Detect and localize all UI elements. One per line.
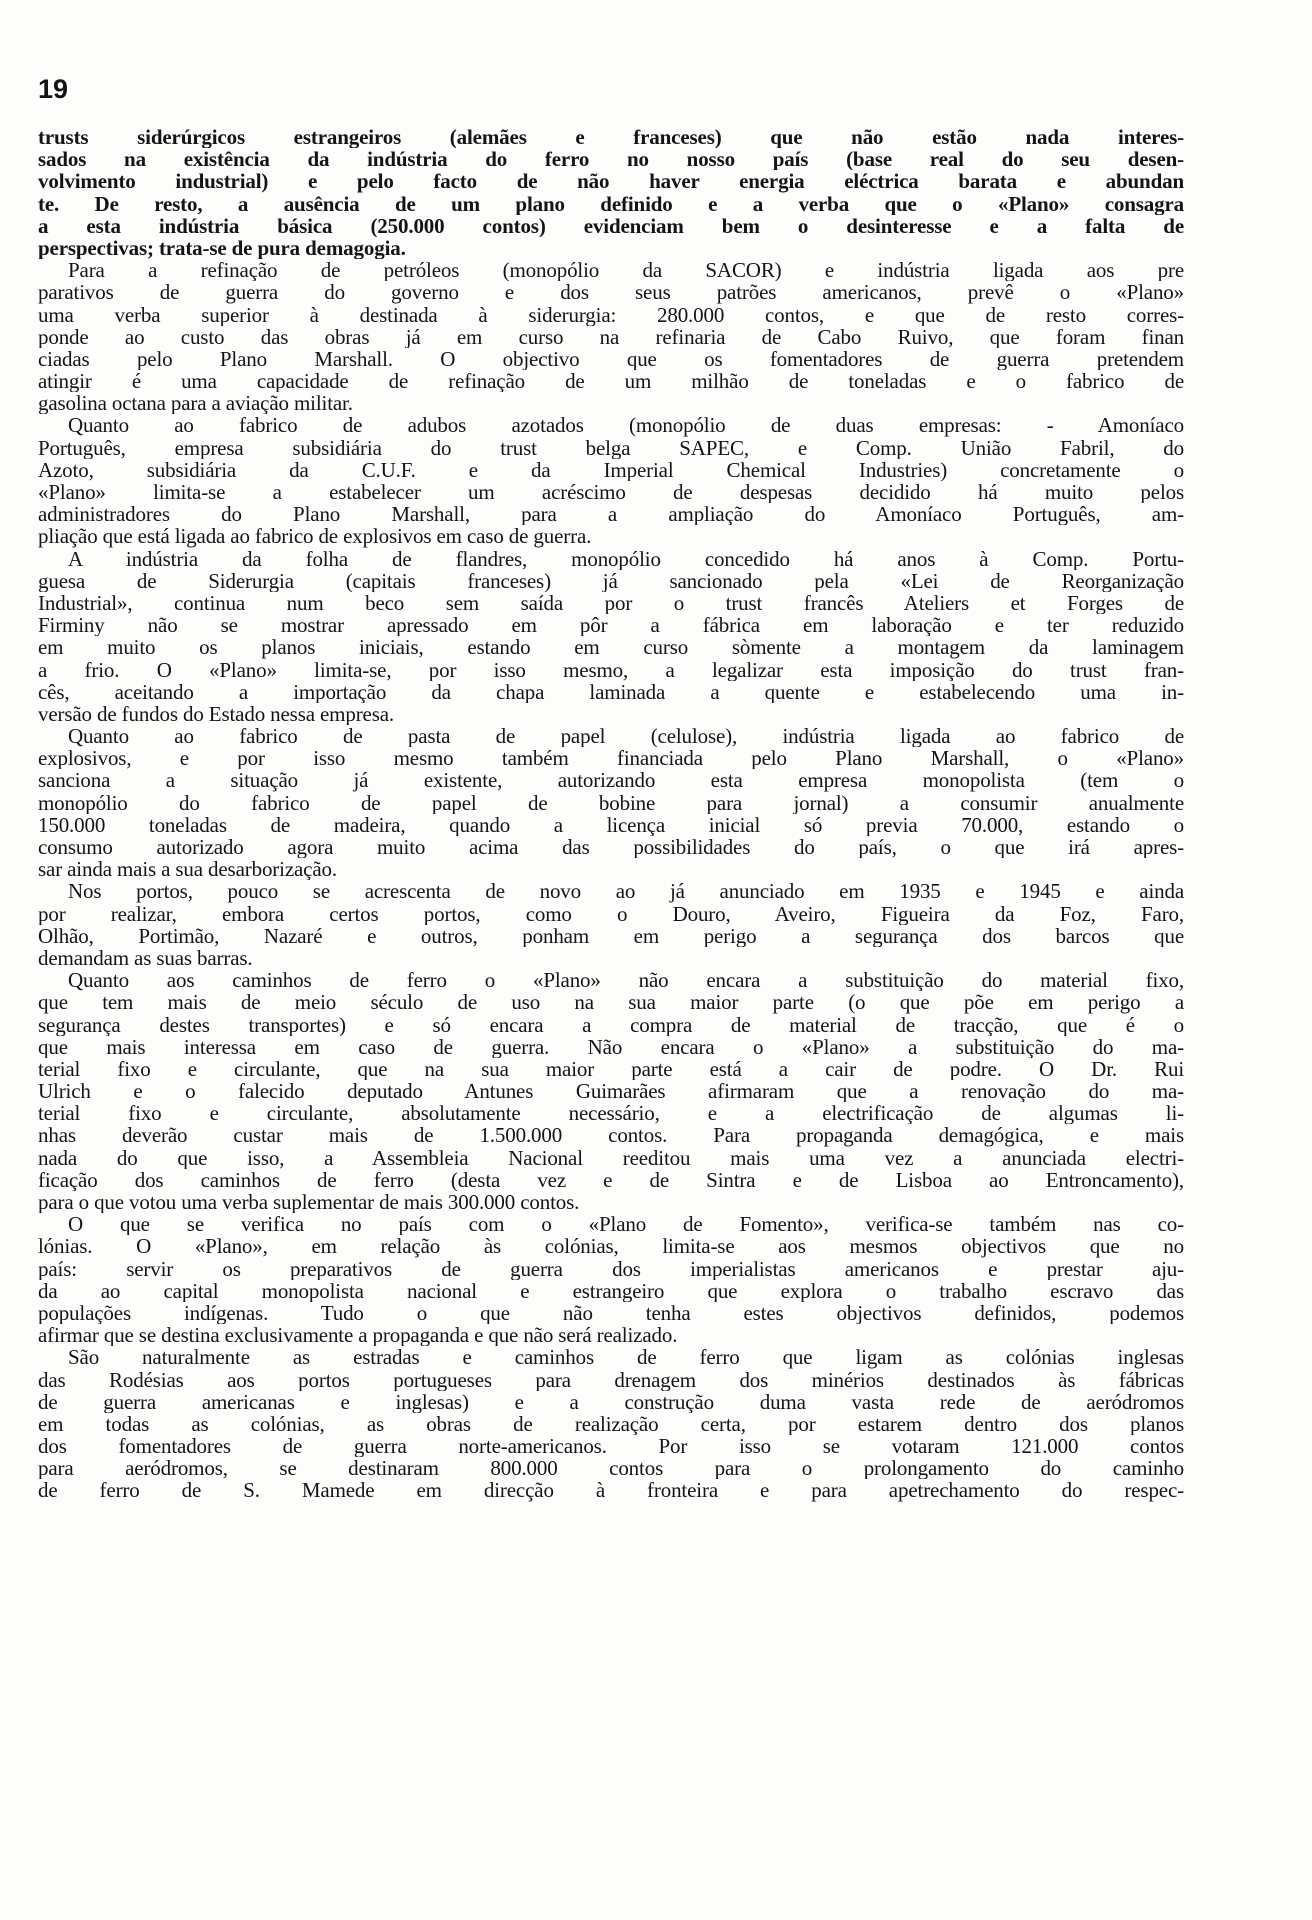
text-line: demandam as suas barras. xyxy=(38,946,253,970)
text-line: da ao capital monopolista nacional e estrangeiro que explora o trabalho escravo das xyxy=(38,1279,1184,1302)
text-line: para o que votou uma verba suplementar de mais 300.000 contos. xyxy=(38,1191,580,1214)
text-line: Português, empresa subsidiária do trust belga SAPEC, e Comp. União Fabril, do xyxy=(38,436,1184,459)
text-line: São naturalmente as estradas e caminhos de ferro que ligam as colónias inglesas xyxy=(68,1346,1184,1369)
text-line: Para a refinação de petróleos (monopólio da SACOR) e indústria ligada aos pre xyxy=(68,259,1184,282)
text-line: parativos de guerra do governo e dos seus patrões americanos, prevê o «Plano» xyxy=(38,281,1184,304)
text-line: afirmar que se destina exclusivamente a propaganda e que não será realizado. xyxy=(38,1324,678,1347)
text-line: ciadas pelo Plano Marshall. O objectivo que os fomentadores de guerra pretendem xyxy=(38,347,1184,371)
text-line: Quanto aos caminhos de ferro o «Plano» não encara a substituição do material fixo, xyxy=(68,969,1184,992)
text-line: de guerra americanas e inglesas) e a construção duma vasta rede de aeródromos xyxy=(38,1390,1184,1413)
text-line: que mais interessa em caso de guerra. Não encara o «Plano» a substituição do ma- xyxy=(38,1035,1184,1058)
text-line: segurança destes transportes) e só encara a compra de material de tracção, que é o xyxy=(38,1013,1184,1036)
text-line: de ferro de S. Mamede em direcção à fronteira e para apetrechamento do respec- xyxy=(38,1479,1184,1502)
text-line: terial fixo e circulante, absolutamente necessário, e a electrificação de algumas li- xyxy=(38,1102,1184,1125)
text-line: versão de fundos do Estado nessa empresa. xyxy=(38,702,394,726)
text-line: dos fomentadores de guerra norte-americanos. Por isso se votaram 121.000 contos xyxy=(38,1435,1184,1458)
text-line: gasolina octana para a aviação militar. xyxy=(38,392,353,415)
text-line: Azoto, subsidiária da C.U.F. e da Imperial Chemical Industries) concretamente o xyxy=(38,458,1184,481)
text-line: sanciona a situação já existente, autorizando esta empresa monopolista (tem o xyxy=(38,769,1184,792)
text-line: trusts siderúrgicos estrangeiros (alemães e franceses) que não estão nada interes- xyxy=(38,126,1184,149)
text-line: explosivos, e por isso mesmo também financiada pelo Plano Marshall, o «Plano» xyxy=(38,747,1184,770)
text-line: administradores do Plano Marshall, para a ampliação do Amoníaco Português, am- xyxy=(38,503,1184,526)
text-line: guesa de Siderurgia (capitais franceses) já sancionado pela «Lei de Reorganização xyxy=(38,569,1184,592)
text-line: perspectivas; trata-se de pura demagogia. xyxy=(38,236,406,260)
text-line: sados na existência da indústria do ferro no nosso país (base real do seu desen- xyxy=(38,148,1184,171)
text-line: em muito os planos iniciais, estando em curso sòmente a montagem da laminagem xyxy=(38,636,1184,659)
text-line: sar ainda mais a sua desarborização. xyxy=(38,858,337,881)
text-line: terial fixo e circulante, que na sua maior parte está a cair de podre. O Dr. Rui xyxy=(38,1057,1184,1081)
text-line: nhas deverão custar mais de 1.500.000 contos. Para propaganda demagógica, e mais xyxy=(38,1124,1184,1147)
text-line: Nos portos, pouco se acrescenta de novo ao já anunciado em 1935 e 1945 e ainda xyxy=(68,880,1184,903)
text-line: das Rodésias aos portos portugueses para drenagem dos minérios destinados às fábricas xyxy=(38,1368,1184,1391)
text-line: atingir é uma capacidade de refinação de um milhão de toneladas e o fabrico de xyxy=(38,370,1184,393)
text-line: ponde ao custo das obras já em curso na refinaria de Cabo Ruivo, que foram finan xyxy=(38,325,1184,348)
text-line: Industrial», continua num beco sem saída por o trust francês Ateliers et Forges de xyxy=(38,591,1184,615)
text-line: 150.000 toneladas de madeira, quando a licença inicial só previa 70.000, estando o xyxy=(38,813,1184,836)
text-line: pliação que está ligada ao fabrico de explosivos em caso de guerra. xyxy=(38,525,592,548)
text-line: Quanto ao fabrico de pasta de papel (celulose), indústria ligada ao fabrico de xyxy=(68,725,1184,748)
text-line: te. De resto, a ausência de um plano definido e a verba que o «Plano» consagra xyxy=(38,192,1184,215)
text-line: monopólio do fabrico de papel de bobine para jornal) a consumir anualmente xyxy=(38,791,1184,814)
page-number: 19 xyxy=(38,74,69,104)
text-line: a frio. O «Plano» limita-se, por isso mesmo, a legalizar esta imposição do trust fran- xyxy=(38,658,1184,681)
text-line: ficação dos caminhos de ferro (desta vez e de Sintra e de Lisboa ao Entroncamento), xyxy=(38,1168,1184,1191)
text-line: uma verba superior à destinada à siderurgia: 280.000 contos, e que de resto corres- xyxy=(38,303,1184,326)
text-line: a esta indústria básica (250.000 contos) evidenciam bem o desinteresse e a falta de xyxy=(38,214,1184,237)
text-line: «Plano» limita-se a estabelecer um acréscimo de despesas decidido há muito pelos xyxy=(38,481,1184,504)
text-line: lónias. O «Plano», em relação às colónias, limita-se aos mesmos objectivos que no xyxy=(38,1235,1184,1258)
text-line: volvimento industrial) e pelo facto de não haver energia eléctrica barata e abundan xyxy=(38,170,1184,193)
text-line: Olhão, Portimão, Nazaré e outros, ponham em perigo a segurança dos barcos que xyxy=(38,924,1184,947)
text-line: em todas as colónias, as obras de realização certa, por estarem dentro dos planos xyxy=(38,1412,1184,1436)
body-text xyxy=(38,126,1184,1502)
text-line: O que se verifica no país com o «Plano de Fomento», verifica-se também nas co- xyxy=(68,1213,1184,1236)
text-line: que tem mais de meio século de uso na sua maior parte (o que põe em perigo a xyxy=(38,991,1184,1014)
text-line: país: servir os preparativos de guerra dos imperialistas americanos e prestar aju- xyxy=(38,1257,1184,1280)
text-line: Firminy não se mostrar apressado em pôr a fábrica em laboração e ter reduzido xyxy=(38,614,1184,637)
text-line: Ulrich e o falecido deputado Antunes Guimarães afirmaram que a renovação do ma- xyxy=(38,1080,1184,1103)
text-line: consumo autorizado agora muito acima das possibilidades do país, o que irá apres- xyxy=(38,836,1184,859)
text-line: populações indígenas. Tudo o que não tenha estes objectivos definidos, podemos xyxy=(38,1301,1184,1325)
text-line: A indústria da folha de flandres, monopólio concedido há anos à Comp. Portu- xyxy=(68,547,1184,570)
text-line: nada do que isso, a Assembleia Nacional reeditou mais uma vez a anunciada electri- xyxy=(38,1146,1184,1169)
text-line: Quanto ao fabrico de adubos azotados (monopólio de duas empresas: - Amoníaco xyxy=(68,414,1184,437)
text-line: cês, aceitando a importação da chapa laminada a quente e estabelecendo uma in- xyxy=(38,680,1184,703)
text-line: para aeródromos, se destinaram 800.000 contos para o prolongamento do caminho xyxy=(38,1457,1184,1480)
text-line: por realizar, embora certos portos, como o Douro, Aveiro, Figueira da Foz, Faro, xyxy=(38,902,1184,925)
